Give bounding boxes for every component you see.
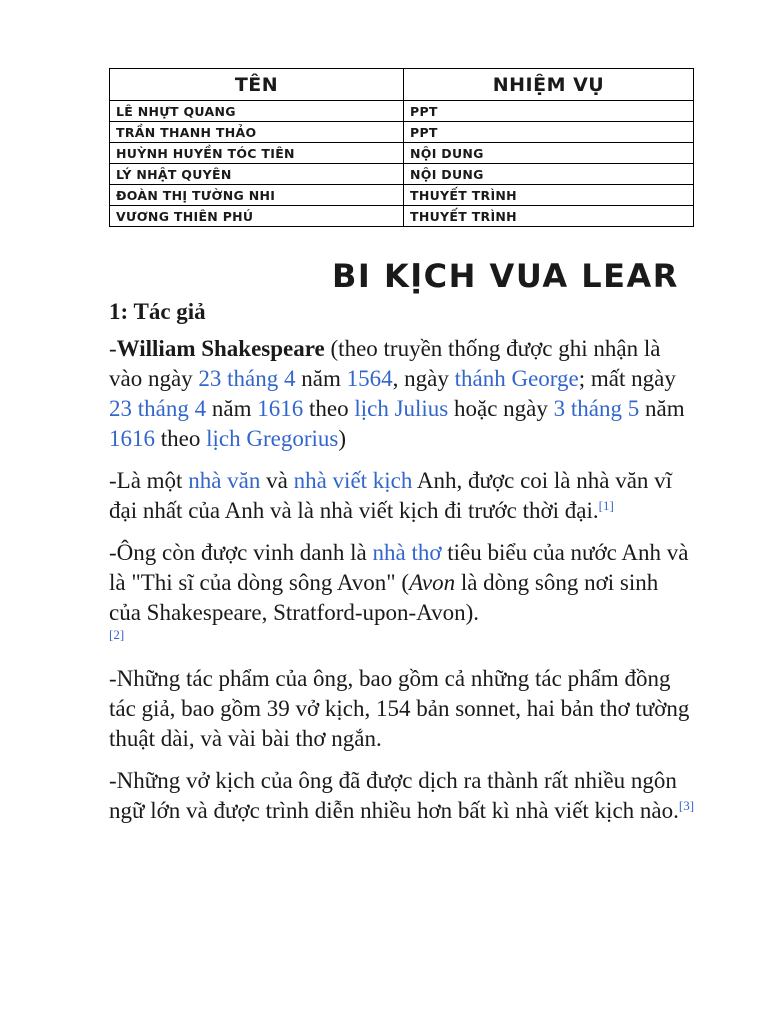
cell-name: TRẦN THANH THẢO xyxy=(110,122,404,143)
paragraph-poet xyxy=(109,538,695,642)
table-row xyxy=(110,164,694,185)
table-row xyxy=(110,101,694,122)
roster-table xyxy=(109,68,694,227)
text-run: ) xyxy=(338,426,346,451)
paragraph-birth-death xyxy=(109,334,695,454)
text-run: -Là một xyxy=(109,468,189,493)
link-playwright[interactable]: nhà viết kịch xyxy=(293,468,413,493)
link-death-year[interactable]: 1616 xyxy=(257,396,304,421)
link-saint-george[interactable]: thánh George xyxy=(454,366,579,391)
table-header-row xyxy=(110,69,694,101)
text-dash: - xyxy=(109,336,117,361)
cell-task: PPT xyxy=(404,122,694,143)
cell-name: ĐOÀN THỊ TƯỜNG NHI xyxy=(110,185,404,206)
link-poet[interactable]: nhà thơ xyxy=(372,540,442,565)
cell-name: LÊ NHỰT QUANG xyxy=(110,101,404,122)
text-run: , ngày xyxy=(392,366,455,391)
table-row xyxy=(110,206,694,227)
table-row xyxy=(110,122,694,143)
cell-task: NỘI DUNG xyxy=(404,143,694,164)
paragraph-writer xyxy=(109,466,695,526)
paragraph-works: -Những tác phẩm của ông, bao gồm cả những tác phẩm đồng tác giả, bao gồm 39 vở kịch, 154 bản sonnet, hai bản thơ tường thuật dài, và vài bài thơ ngắn. xyxy=(109,666,690,751)
author-name: William Shakespeare xyxy=(116,336,325,361)
text-run: theo xyxy=(155,426,207,451)
reference-2[interactable]: [2] xyxy=(109,627,125,642)
link-julian-calendar[interactable]: lịch Julius xyxy=(354,396,449,421)
link-birth-year[interactable]: 1564 xyxy=(346,366,393,391)
table-row xyxy=(110,143,694,164)
link-writer[interactable]: nhà văn xyxy=(188,468,261,493)
text-run: ; mất ngày xyxy=(578,366,676,391)
text-run: -Ông còn được vinh danh là xyxy=(109,540,373,565)
cell-name: VƯƠNG THIÊN PHÚ xyxy=(110,206,404,227)
link-death-date-alt[interactable]: 3 tháng 5 xyxy=(553,396,640,421)
avon-italic: Avon xyxy=(409,570,456,595)
document-page xyxy=(109,68,695,826)
cell-task: PPT xyxy=(404,101,694,122)
paragraph-translations xyxy=(109,766,695,826)
text-run: -Những vở kịch của ông đã được dịch ra thành rất nhiều ngôn ngữ lớn và được trình diễn nhiều hơn bất kì nhà viết kịch nào. xyxy=(109,768,679,823)
reference-1[interactable]: [1] xyxy=(598,498,614,513)
text-run: năm xyxy=(639,396,685,421)
section-heading: 1: Tác giả xyxy=(109,299,206,324)
text-run: Anh, được coi là nhà văn vĩ đại nhất của Anh và là nhà viết kịch đi trước thời đại. xyxy=(109,468,673,523)
reference-3[interactable]: [3] xyxy=(678,798,695,813)
text-run: và xyxy=(260,468,294,493)
table-row xyxy=(110,185,694,206)
link-birth-date[interactable]: 23 tháng 4 xyxy=(198,366,296,391)
text-run: tiêu biểu của nước Anh và là "Thi sĩ của dòng sông Avon" ( xyxy=(109,540,689,595)
text-run: hoặc ngày xyxy=(448,396,554,421)
link-death-year-alt[interactable]: 1616 xyxy=(109,426,155,451)
text-run: là dòng sông nơi sinh của Shakespeare, Stratford-upon-Avon). xyxy=(109,570,659,625)
link-gregorian-calendar[interactable]: lịch Gregorius xyxy=(206,426,339,451)
document-title: BI KỊCH VUA LEAR xyxy=(332,257,679,295)
text-run: (theo truyền thống được ghi nhận là vào ngày xyxy=(109,336,661,391)
text-run: theo xyxy=(303,396,355,421)
text-run: năm xyxy=(206,396,258,421)
link-death-date[interactable]: 23 tháng 4 xyxy=(109,396,207,421)
header-task: NHIỆM VỤ xyxy=(404,69,694,101)
cell-task: THUYẾT TRÌNH xyxy=(404,206,694,227)
cell-name: LÝ NHẬT QUYÊN xyxy=(110,164,404,185)
cell-name: HUỲNH HUYỀN TÓC TIÊN xyxy=(110,143,404,164)
header-name: TÊN xyxy=(110,69,404,101)
text-run: năm xyxy=(295,366,347,391)
cell-task: THUYẾT TRÌNH xyxy=(404,185,694,206)
cell-task: NỘI DUNG xyxy=(404,164,694,185)
